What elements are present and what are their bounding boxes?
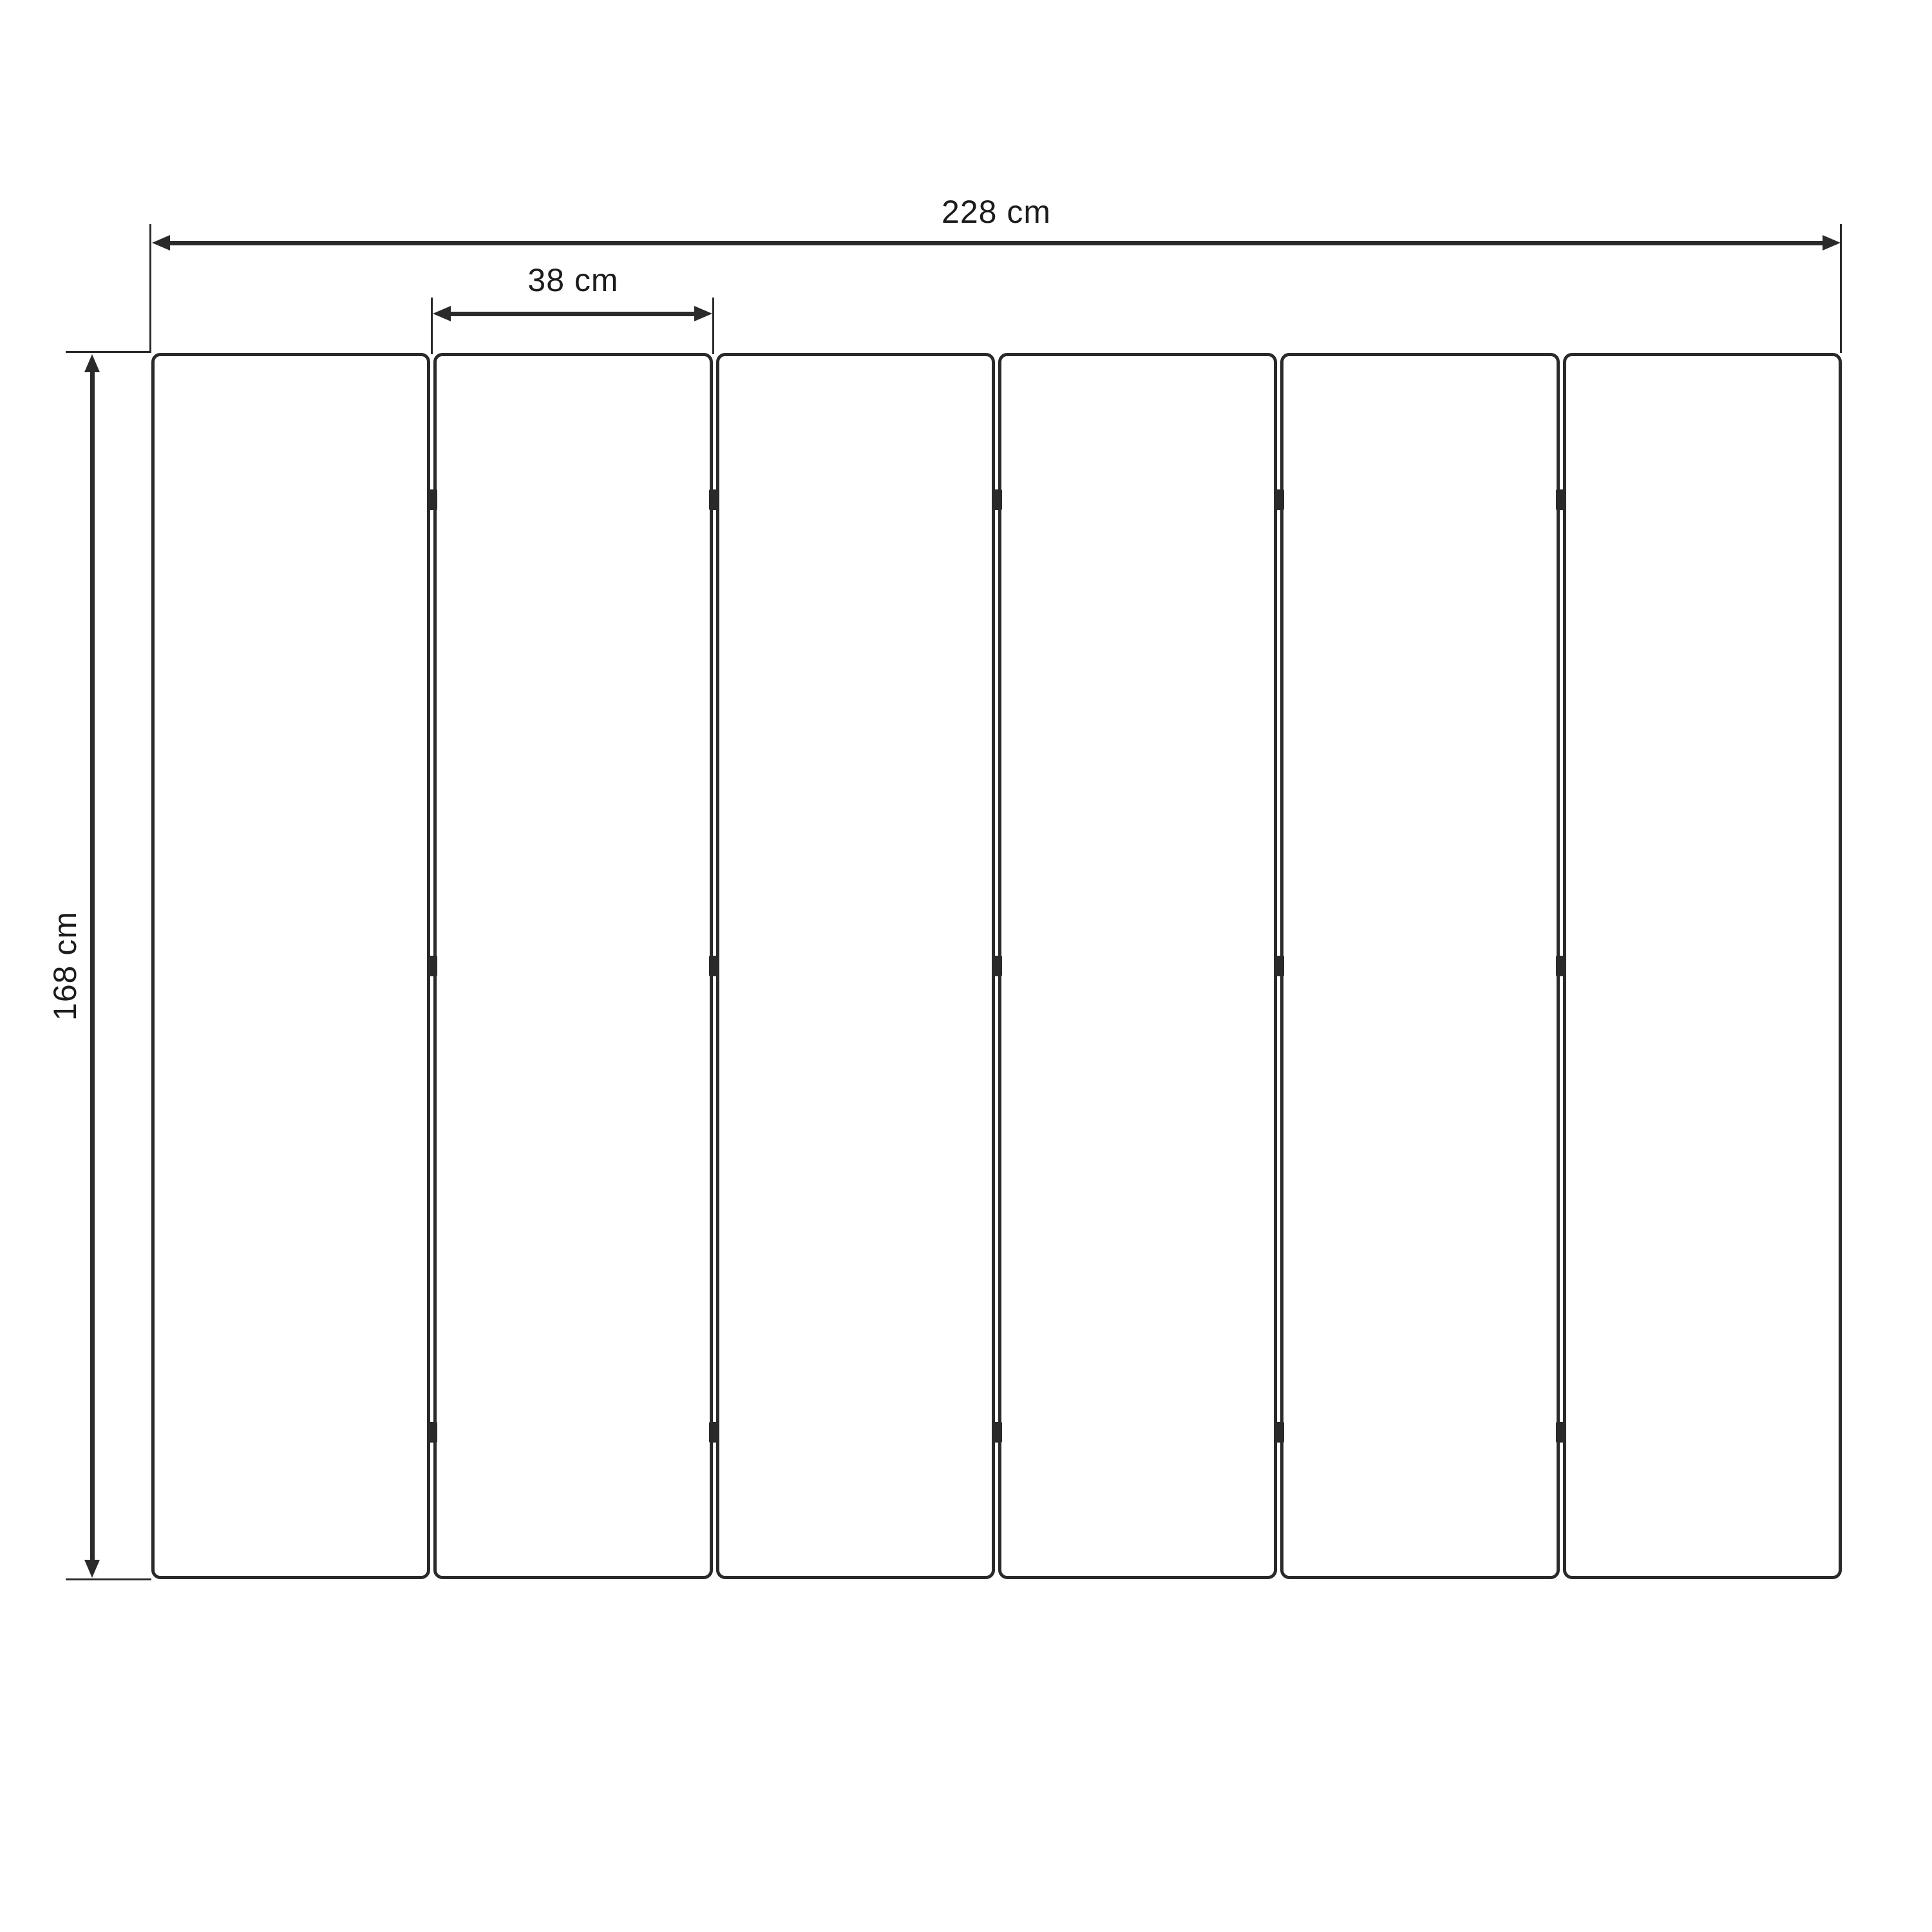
arrowhead-left-icon [152, 235, 170, 251]
total-width-label: 228 cm [942, 194, 1051, 230]
hinge-mark [1556, 1422, 1566, 1443]
extension-line-total-width-left [149, 224, 151, 353]
hinge-mark [992, 956, 1002, 976]
arrowhead-down-icon [84, 1560, 100, 1578]
height-label: 168 cm [47, 911, 83, 1021]
panel [716, 353, 995, 1579]
hinge-mark [992, 1422, 1002, 1443]
panel [1563, 353, 1842, 1579]
hinge-mark [1556, 956, 1566, 976]
arrowhead-right-icon [694, 306, 712, 321]
hinge-mark [427, 489, 437, 510]
hinge-mark [1274, 489, 1284, 510]
hinge-mark [1274, 956, 1284, 976]
dimension-line-panel-width [448, 312, 697, 316]
arrowhead-up-icon [84, 354, 100, 372]
hinge-mark [709, 956, 719, 976]
panel [1280, 353, 1559, 1579]
panel [998, 353, 1277, 1579]
hinge-mark [427, 1422, 437, 1443]
hinge-mark [709, 1422, 719, 1443]
hinge-mark [709, 489, 719, 510]
panel-width-label: 38 cm [527, 262, 619, 298]
extension-line-panel-width-right [712, 298, 714, 354]
dimension-line-total-width [166, 241, 1825, 245]
extension-line-height-bottom [66, 1578, 151, 1580]
hinge-mark [427, 956, 437, 976]
hinge-mark [1556, 489, 1566, 510]
hinge-mark [992, 489, 1002, 510]
arrowhead-left-icon [433, 306, 451, 321]
extension-line-height-top [66, 351, 151, 353]
panel [433, 353, 712, 1579]
arrowhead-right-icon [1823, 235, 1841, 251]
dimension-line-height [90, 370, 95, 1562]
hinge-mark [1274, 1422, 1284, 1443]
panel [151, 353, 430, 1579]
